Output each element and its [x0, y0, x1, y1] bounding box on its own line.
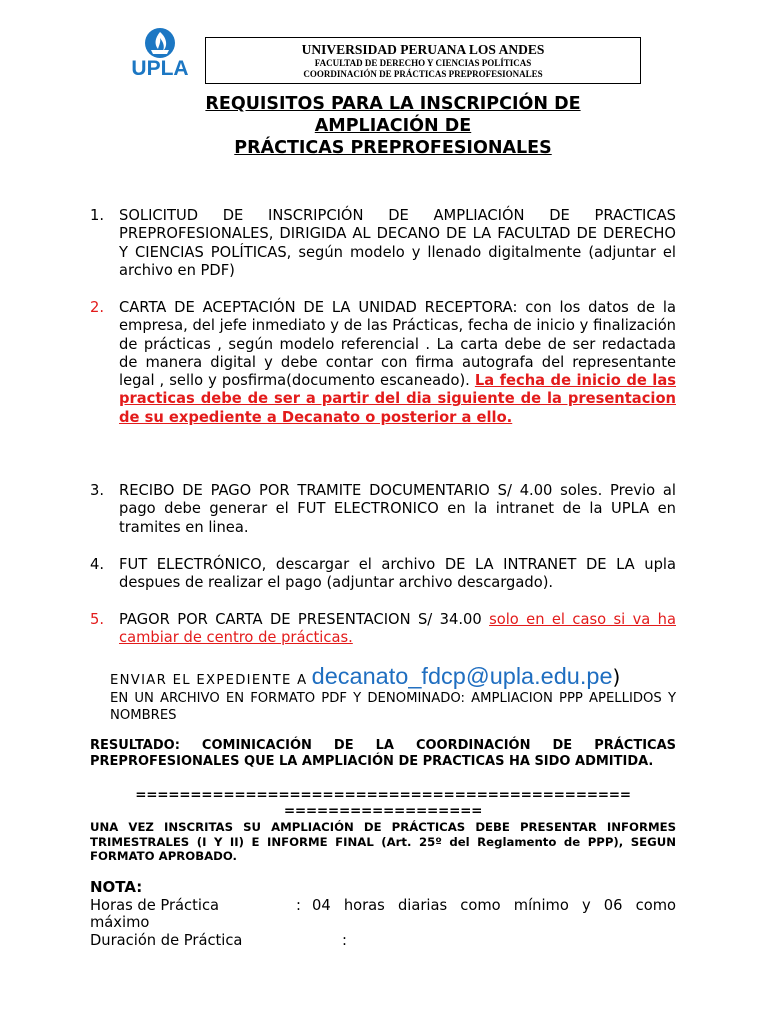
upla-logo	[118, 27, 202, 79]
university-name: UNIVERSIDAD PERUANA LOS ANDES	[301, 42, 545, 57]
requirement-text: CARTA DE ACEPTACIÓN DE LA UNIDAD RECEPTORA: con los datos de la empresa, del jefe inmediato y de las Prácticas, fecha de inicio y finalización de prácticas , según modelo referencial . La carta debe de ser redactada de manera digital y debe contar con firma autografa del representante legal , sello y posfirma(documento escaneado). La fecha de inicio de las practicas debe de ser a partir del dia siguiente de la presentacion de su expediente a Decanato o posterior a ello.	[119, 299, 676, 426]
start-date-warning: La fecha de inicio de las practicas debe de ser a partir del dia siguiente de la presentacion de su expediente a Decanato o posterior a ello.	[119, 372, 676, 426]
requirement-number: 1.	[90, 207, 105, 224]
nota-value-cont: máximo	[90, 914, 150, 931]
nota-label: Horas de Práctica	[90, 897, 220, 914]
send-rest: EN UN ARCHIVO EN FORMATO PDF Y DENOMINADO: AMPLIACION PPP APELLIDOS Y NOMBRES	[110, 690, 676, 723]
requirement-4	[90, 556, 676, 593]
result-text: RESULTADO: COMINICACIÓN DE LA COORDINACIÓN DE PRÁCTICAS PREPROFESIONALES QUE LA AMPLIACIÓN DE PRACTICAS HA SIDO ADMITIDA.	[90, 738, 676, 769]
page-title	[90, 93, 696, 159]
title-line-3: PRÁCTICAS PREPROFESIONALES	[234, 138, 552, 158]
requirement-number: 4.	[90, 556, 105, 573]
nota-colon: :	[296, 897, 301, 914]
requirement-number: 5.	[90, 611, 105, 628]
center-change-note: solo en el caso si va ha cambiar de centro de prácticas.	[119, 611, 676, 647]
requirement-number: 2.	[90, 299, 105, 316]
send-instructions	[110, 663, 676, 725]
requirement-text: FUT ELECTRÓNICO, descargar el archivo DE LA INTRANET DE LA upla despues de realizar el pago (adjuntar archivo descargado).	[119, 556, 676, 592]
coordination-name: COORDINACIÓN DE PRÁCTICAS PREPROFESIONALES	[303, 69, 543, 79]
title-line-2: AMPLIACIÓN DE	[314, 116, 472, 136]
nota-value: 04 horas diarias como mínimo y 06 como	[312, 897, 676, 914]
requirement-1	[90, 207, 676, 280]
nota-title: NOTA:	[90, 878, 143, 896]
separator-line: ============================================= ==================	[135, 787, 631, 819]
closing-paren: )	[612, 665, 621, 689]
send-prefix: ENVIAR EL EXPEDIENTE A	[110, 673, 308, 688]
institution-header	[205, 37, 641, 84]
requirement-text: PAGOR POR CARTA DE PRESENTACION S/ 34.00 solo en el caso si va ha cambiar de centro de prácticas.	[119, 611, 676, 647]
requirement-5	[90, 611, 676, 648]
logo-text: UPLA	[131, 57, 189, 80]
nota-colon: :	[342, 932, 347, 949]
inscription-note: UNA VEZ INSCRITAS SU AMPLIACIÓN DE PRÁCTICAS DEBE PRESENTAR INFORMES TRIMESTRALES (I Y II) E INFORME FINAL (Art. 25º del Reglamento de PPP), SEGUN FORMATO APROBADO.	[90, 820, 676, 863]
title-line-1: REQUISITOS PARA LA INSCRIPCIÓN DE	[205, 94, 581, 114]
email-link[interactable]: decanato_fdcp@upla.edu.pe	[311, 663, 613, 689]
requirement-text: SOLICITUD DE INSCRIPCIÓN DE AMPLIACIÓN DE PRACTICAS PREPROFESIONALES, DIRIGIDA AL DECANO DE LA FACULTAD DE DERECHO Y CIENCIAS POLÍTICAS, según modelo y llenado digitalmente (adjuntar el archivo en PDF)	[119, 207, 676, 279]
nota-label: Duración de Práctica	[90, 932, 243, 949]
requirement-text: RECIBO DE PAGO POR TRAMITE DOCUMENTARIO S/ 4.00 soles. Previo al pago debe generar el FUT ELECTRONICO en la intranet de la UPLA en tramites en linea.	[119, 482, 676, 536]
requirement-2	[90, 299, 676, 427]
requirement-number: 3.	[90, 482, 105, 499]
requirement-3	[90, 482, 676, 537]
faculty-name: FACULTAD DE DERECHO Y CIENCIAS POLÍTICAS	[314, 58, 532, 68]
